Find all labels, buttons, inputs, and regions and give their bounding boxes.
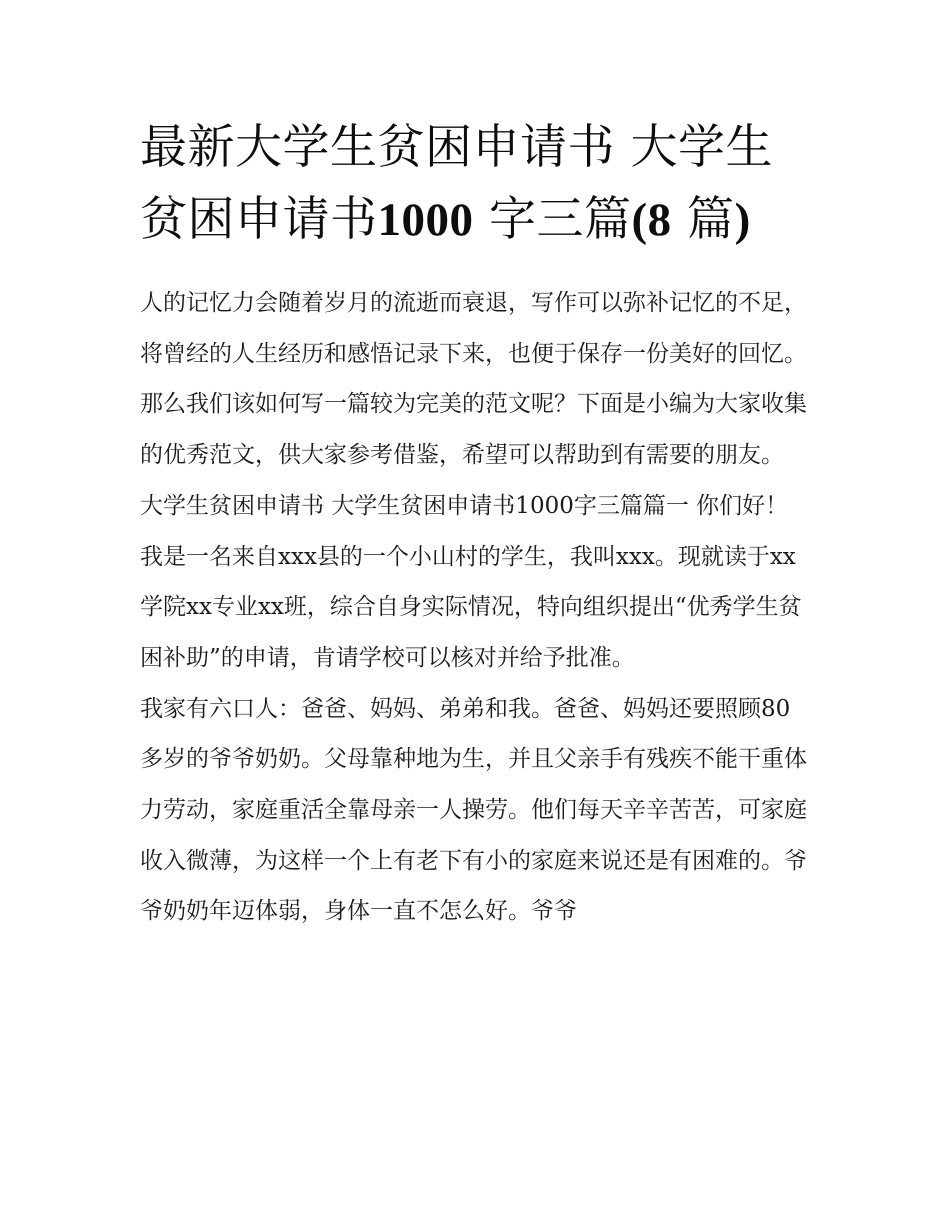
title-text-part3: 篇 xyxy=(671,192,735,247)
title-number: 1000 xyxy=(377,194,474,246)
title-close-paren: ) xyxy=(734,194,751,246)
document-body xyxy=(140,278,812,937)
paragraph-heading: 大学生贫困申请书 大学生贫困申请书1000字三篇篇一 你们好！ xyxy=(140,492,789,519)
document-title xyxy=(140,112,820,256)
title-text-part1: 最新大学生贫困申请书 大学生贫困申请书 xyxy=(140,120,773,247)
title-text-part2: 字三篇 xyxy=(473,192,632,247)
title-number-2: (8 xyxy=(631,194,672,246)
paragraph-intro: 人的记忆力会随着岁月的流逝而衰退，写作可以弥补记忆的不足，将曾经的人生经历和感悟记录下来，也便于保存一份美好的回忆。那么我们该如何写一篇较为完美的范文呢？下面是小编为大家收集的优秀范文，供大家参考借鉴，希望可以帮助到有需要的朋友。 xyxy=(140,290,807,469)
paragraph-self-intro: 我是一名来自xxx县的一个小山村的学生，我叫xxx。现就读于xx学院xx专业xx班，综合自身实际情况，特向组织提出“优秀学生贫困补助”的申请，肯请学校可以核对并给予批准。 xyxy=(140,543,802,671)
paragraph-family: 我家有六口人：爸爸、妈妈、弟弟和我。爸爸、妈妈还要照顾80多岁的爷爷奶奶。父母靠种地为生，并且父亲手有残疾不能干重体力劳动，家庭重活全靠母亲一人操劳。他们每天辛辛苦苦，可家庭收入微薄，为这样一个上有老下有小的家庭来说还是有困难的。爷爷奶奶年迈体弱，身体一直不怎么好。爷爷 xyxy=(140,695,807,925)
